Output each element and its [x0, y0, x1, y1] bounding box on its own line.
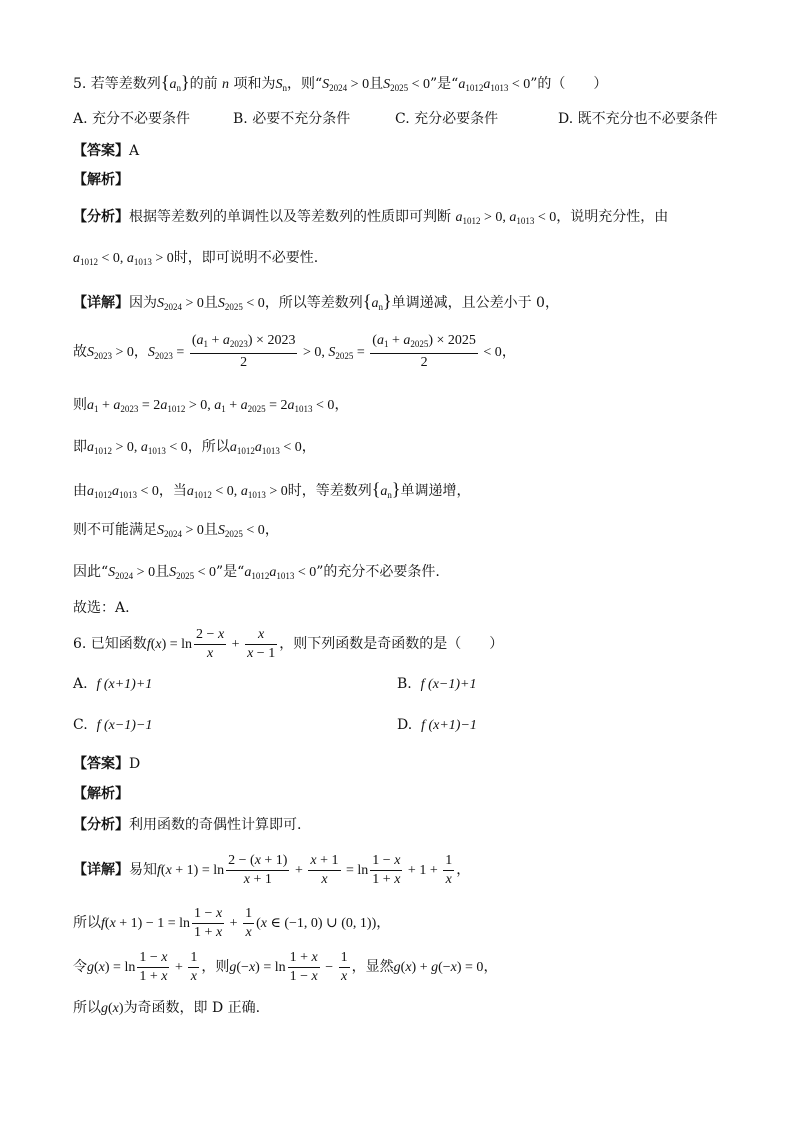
q5-option-b: B. 必要不充分条件 [233, 111, 351, 127]
q5-fenxi-cont: $a_{1012} < 0$, $a_{1013} > 0$时，即可说明不必要性. [73, 250, 319, 267]
q5-option-a: A. 充分不必要条件 [73, 111, 191, 127]
q5-detail-1: 【详解】因为$S_{2024} > 0$且$S_{2025} < 0$，所以等差数列$\{a_n\}$单调递减，且公差小于 0， [73, 291, 559, 312]
q6-option-c: C. f (x−1)−1 [73, 717, 153, 733]
q5-answer: 【答案】A [73, 143, 140, 159]
q6-option-a: A. f (x+1)+1 [73, 676, 153, 692]
q6-detail-4: 所以g(x)为奇函数，即 D 正确. [73, 1000, 261, 1016]
q5-stem: 5. 若等差数列$\{a_n\}$的前 n 项和为$S_n$，则“$S_{2024} > 0$且$S_{2025} < 0$”是“$a_{1012}a_{1013} < 0$”的（ ） [73, 72, 608, 93]
q5-detail-3: 则$a_1 + a_{2023} = 2a_{1012} > 0$, $a_1 + a_{2025} = 2a_{1013} < 0$， [73, 397, 349, 414]
q6-detail-2: 所以f(x + 1) − 1 = ln $\frac{1 - x}{1 + x}$ + $\frac{1}{x}$ (x ∈ (−1, 0) ∪ (0, 1))， [73, 905, 391, 940]
q6-analysis-heading: 【解析】 [73, 786, 129, 802]
q5-fenxi: 【分析】根据等差数列的单调性以及等差数列的性质即可判断 $a_{1012} > 0$, $a_{1013} < 0$，说明充分性，由 [73, 209, 669, 226]
q6-option-b: B. f (x−1)+1 [397, 676, 477, 692]
q6-detail-3: 令g(x) = ln $\frac{1 - x}{1 + x}$ + $\frac{1}{x}$ ，则g(−x) = ln $\frac{1 + x}{1 - x}$ − $\frac{1}{x}$ ，显然g(x) + g(−x) = 0， [73, 949, 498, 984]
q6-answer: 【答案】D [73, 756, 141, 772]
q5-detail-8: 故选：A. [73, 600, 130, 616]
q6-fenxi: 【分析】利用函数的奇偶性计算即可. [73, 817, 302, 833]
q5-detail-5: 由$a_{1012}a_{1013} < 0$，当$a_{1012} < 0$, $a_{1013} > 0$时，等差数列$\{a_n\}$单调递增， [73, 479, 471, 500]
q6-stem: 6. 已知函数f(x) = ln $\frac{2 - x}{x}$ + $\frac{x}{x - 1}$ ，则下列函数是奇函数的是（ ） [73, 626, 504, 661]
q6-detail-1: 【详解】易知f(x + 1) = ln $\frac{2 - (x + 1)}{x + 1}$ + $\frac{x + 1}{x}$ = ln $\frac{1 - x}{1 + x}$ + 1 + $\frac{1}{x}$ ， [73, 852, 471, 887]
q5-option-d: D. 既不充分也不必要条件 [558, 111, 718, 127]
q5-detail-4: 即$a_{1012} > 0$, $a_{1013} < 0$，所以$a_{1012}a_{1013} < 0$， [73, 439, 316, 456]
q5-detail-2: 故$S_{2023} > 0$，$S_{2023}$ = $\frac{(a_1 + a_{2023}) \times 2023}{2}$ > 0, $S_{2025}$ = $\frac{(a_1 + a_{2025}) \times 2025}{2}$ < 0， [73, 333, 516, 370]
q5-detail-7: 因此“$S_{2024} > 0$且$S_{2025} < 0$”是“$a_{1012}a_{1013} < 0$”的充分不必要条件. [73, 564, 440, 581]
q5-option-c: C. 充分必要条件 [395, 111, 499, 127]
q6-option-d: D. f (x+1)−1 [397, 717, 477, 733]
q5-detail-6: 则不可能满足$S_{2024} > 0$且$S_{2025} < 0$， [73, 522, 279, 539]
q5-analysis-heading: 【解析】 [73, 172, 129, 188]
